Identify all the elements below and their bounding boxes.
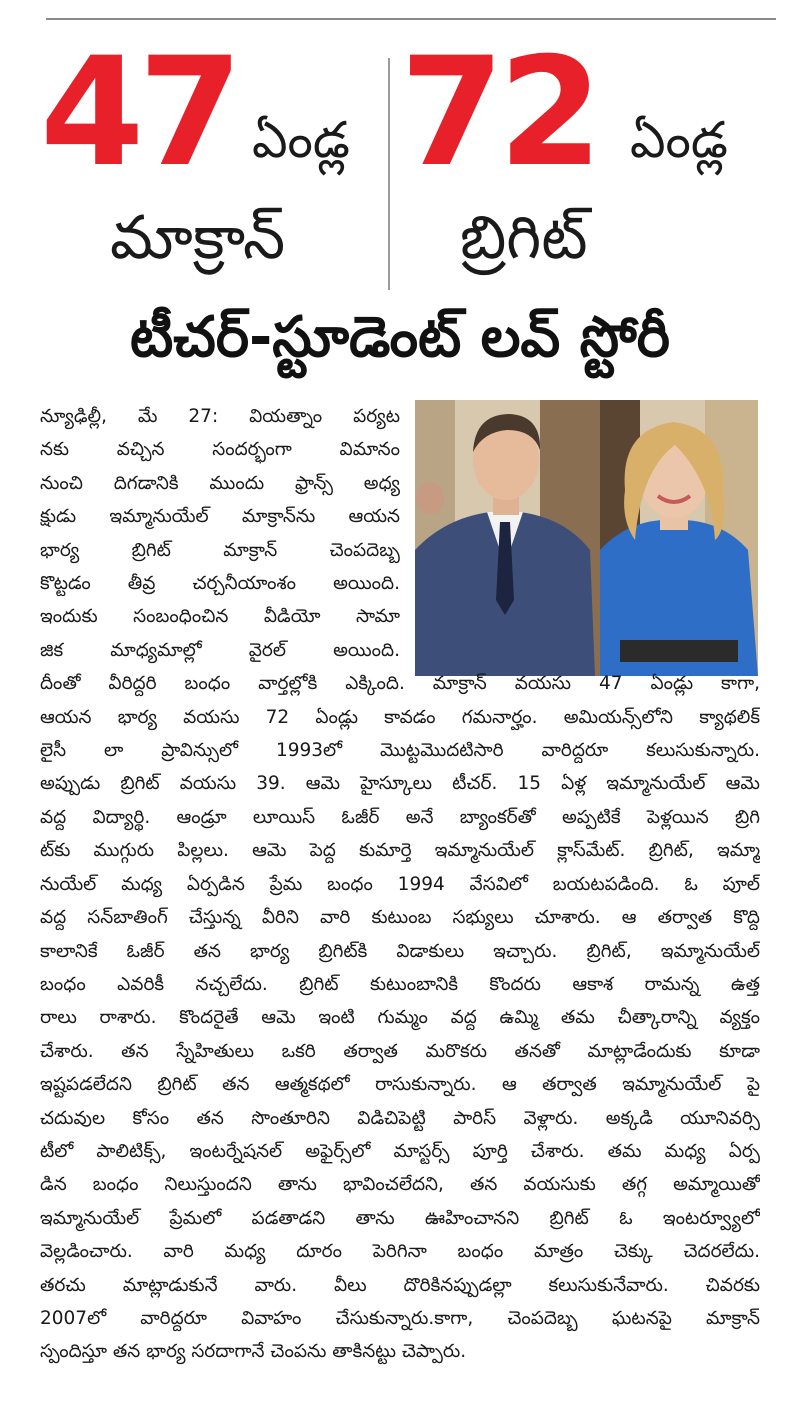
article-line: స్పందిస్తూ తన భార్య సరదాగానే చెంపను తాకినట్టు చెప్పారు. <box>40 1341 467 1363</box>
article-line: టీలో పాలిటిక్స్, ఇంటర్నేషనల్ అఫైర్స్‌లో మాస్టర్స్ పూర్తి చేశారు. తమ మధ్య ఏర్ప <box>40 1140 760 1162</box>
article-line: అప్పుడు బ్రిగిట్ వయసు 39. ఆమె హైస్కూలు టీచర్. 15 ఏళ్ల ఇమ్మానుయేల్ ఆమె <box>40 773 760 795</box>
top-rule <box>46 18 776 20</box>
article-line: నుంచి దిగడానికి ముందు ఫ్రాన్స్ అధ్య <box>40 472 400 494</box>
article-line: లైసీ లా ప్రావిన్సులో 1993లో మొట్టమొదటిసారి వారిద్దరూ కలుసుకున్నారు. <box>40 740 760 762</box>
article-line: రాలు రాశారు. కొందరైతే ఆమె ఇంటి గుమ్మం వద్ద ఉమ్మి తమ చీత్కారాన్ని వ్యక్తం <box>40 1007 760 1029</box>
article-line: నకు వచ్చిన సందర్భంగా విమానం <box>40 439 400 461</box>
article-line: కాలానికే ఓజీర్ తన భార్య బ్రిగిట్‌కి విడాకులు ఇచ్చారు. బ్రిగిట్, ఇమ్మానుయేల్ <box>40 940 760 962</box>
article-line: భార్య బ్రిగిట్ మాక్రాన్ చెంపదెబ్బ <box>40 539 400 561</box>
article-line: చదువుల కోసం తన సొంతూరిని విడిచిపెట్టి పారిస్ వెళ్లారు. అక్కడి యూనివర్సి <box>40 1107 760 1129</box>
article-line: కొట్టడం తీవ్ర చర్చనీయాంశం అయింది. <box>40 573 400 595</box>
header-divider <box>388 58 390 290</box>
article-line: జిక మాధ్యమాల్లో వైరల్ అయింది. <box>40 639 400 661</box>
header-right-brigitte <box>400 26 770 288</box>
article-line: ఇష్టపడలేదని బ్రిగిట్ తన ఆత్మకథలో రాసుకున్నారు. ఆ తర్వాత ఇమ్మానుయేల్ పై <box>40 1074 760 1096</box>
macron-age-word: ఏండ్ల <box>252 111 350 169</box>
article-line: ఇందుకు సంబంధించిన వీడియో సామా <box>40 606 400 628</box>
article-line: ఇమ్మానుయేల్ ప్రేమలో పడతాడని తాను ఊహించానని బ్రిగిట్ ఓ ఇంటర్వ్యూలో <box>40 1207 760 1229</box>
macron-name: మాక్రాన్ <box>110 203 286 273</box>
brigitte-name: బ్రిగిట్ <box>460 203 588 273</box>
article-body <box>40 400 760 1369</box>
article-line: నుయేల్ మధ్య ఏర్పడిన ప్రేమ బంధం 1994 వేసవిలో బయటపడింది. ఓ పూల్ <box>40 873 760 895</box>
article-line: 2007లో వారిద్దరూ వివాహం చేసుకున్నారు.కాగా, చెంపదెబ్బ ఘటనపై మాక్రాన్ <box>40 1307 760 1329</box>
article-line: వద్ద విద్యార్థి. ఆండ్రూ లూయిస్ ఓజీర్ అనే బ్యాంకర్‌తో అప్పటికే పెళ్లయిన బ్రిగి <box>40 806 760 828</box>
article-line: వద్ద సన్‌బాతింగ్ చేస్తున్న వీరిని వారి కుటుంబ సభ్యులు చూశారు. ఆ తర్వాత కొద్ది <box>40 907 760 929</box>
article-line: తరచు మాట్లాడుకునే వారు. వీలు దొరికినప్పుడల్లా కలుసుకునేవారు. చివరకు <box>40 1274 760 1296</box>
article-line: చేశారు. తన స్నేహితులు ఒకరి తర్వాత మరొకరు తనతో మాట్లాడేందుకు కూడా <box>40 1040 760 1062</box>
article-line: డిన బంధం నిలుస్తుందని తాను భావించలేదని, తన వయసుకు తగ్గ అమ్మాయితో <box>40 1174 760 1196</box>
headline: టీచర్-స్టూడెంట్ లవ్ స్టోరీ <box>130 305 670 370</box>
macron-age-number: 47 <box>40 26 237 200</box>
article-line: క్షుడు ఇమ్మానుయేల్ మాక్రాన్‌ను ఆయన <box>40 506 400 528</box>
article-line: వెల్లడించారు. వారి మధ్య దూరం పెరిగినా బంధం మాత్రం చెక్కు చెదరలేదు. <box>40 1241 760 1263</box>
article-line: దీంతో వీరిద్దరి బంధం వార్తల్లోకి ఎక్కింది. మాక్రాన్ వయసు 47 ఏండ్లు కాగా, <box>40 673 760 695</box>
article-line: ట్‌కు ముగ్గురు పిల్లలు. ఆమె పెద్ద కుమార్తె ఇమ్మానుయేల్ క్లాస్‌మేట్. బ్రిగిట్, ఇమ్మా <box>40 840 760 862</box>
article-line: న్యూఢిల్లీ, మే 27: వియత్నాం పర్యట <box>40 406 400 427</box>
article-line: ఆయన భార్య వయసు 72 ఏండ్లు కావడం గమనార్హం. అమియన్స్‌లోని క్యాథలిక్ <box>40 706 760 728</box>
brigitte-age-word: ఏండ్ల <box>630 111 728 169</box>
article-line: బంధం ఎవరికీ నచ్చలేదు. బ్రిగిట్ కుటుంబానికి కొందరు ఆకాశ రామన్న ఉత్త <box>40 973 760 995</box>
header-left-macron <box>40 26 385 288</box>
brigitte-age-number: 72 <box>400 26 597 200</box>
